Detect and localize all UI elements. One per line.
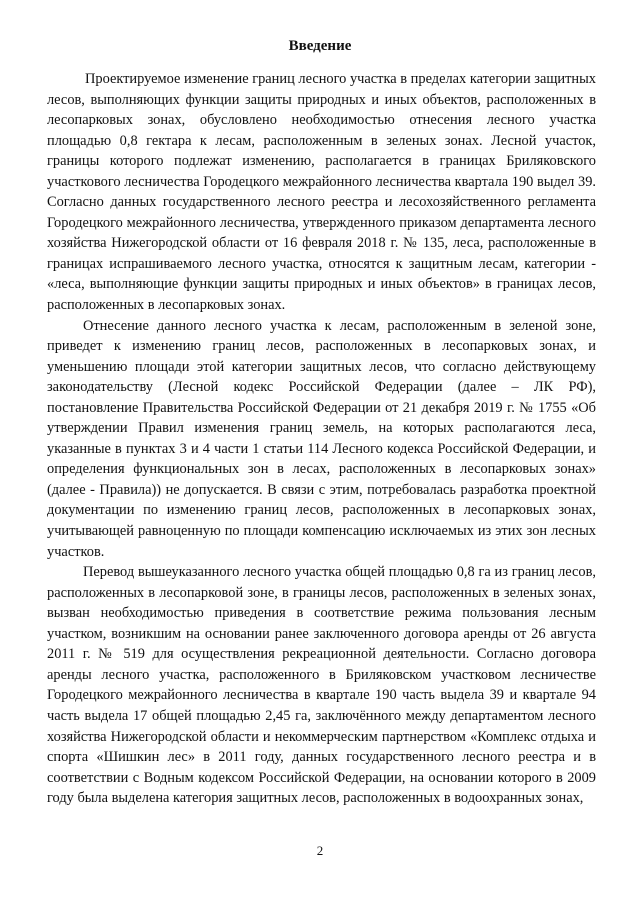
paragraph-3: Перевод вышеуказанного лесного участка общей площадью 0,8 га из границ лесов, расположенных в лесопарковой зоне, в границы лесов, расположенных в зеленых зонах, вызван необходимостью приведения в соответствие режима пользования лесным участком, возникшим на основании ранее заключенного договора аренды от 26 августа 2011 г. № 519 для осуществления рекреационной деятельности. Согласно договора аренды лесного участка, расположенного в Бриляковском участковом лесничестве Городецкого межрайонного лесничества в квартале 190 часть выдела 39 и квартале 94 часть выдела 17 общей площадью 2,45 га, заключённого между департаментом лесного хозяйства Нижегородской области и некоммерческим партнерством «Комплекс отдыха и спорта «Шишкин лес» в 2011 году, данных государственного лесного реестра и в соответствии с Водным кодексом Российской Федерации, на основании которого в 2009 году была выделена категория защитных лесов, расположенных в водоохранных зонах,: [47, 564, 596, 807]
paragraph-2: Отнесение данного лесного участка к лесам, расположенным в зеленой зоне, приведет к изменению границ лесов, расположенных в лесопарковых зонах, и уменьшению площади этой категории защитных лесов, что согласно действующему законодательству (Лесной кодекс Российской Федерации (далее – ЛК РФ), постановление Правительства Российской Федерации от 21 декабря 2019 г. № 1755 «Об утверждении Правил изменения границ земель, на которых располагаются леса, указанные в пунктах 3 и 4 части 1 статьи 114 Лесного кодекса Российской Федерации, и определения функциональных зон в лесах, расположенных в лесопарковых зонах» (далее - Правила)) не допускается. В связи с этим, потребовалась разработка проектной документации по изменению границ лесов, расположенных в лесопарковых зонах, учитывающей равноценную по площади компенсацию исключаемых из этих зон лесных участков.: [47, 317, 596, 560]
paragraph-1: Проектируемое изменение границ лесного участка в пределах категории защитных лесов, выполняющих функции защиты природных и иных объектов, расположенных в лесопарковых зонах, обусловлено необходимостью отнесения лесного участка площадью 0,8 гектара к лесам, расположенным в зеленых зонах. Лесной участок, границы которого подлежат изменению, располагается в границах Бриляковского участкового лесничества Городецкого межрайонного лесничества квартала 190 выдел 39. Согласно данных государственного лесного реестра и лесохозяйственного регламента Городецкого межрайонного лесничества, утвержденного приказом департамента лесного хозяйства Нижегородской области от 16 февраля 2018 г. № 135, леса, расположенные в границах испрашиваемого лесного участка, относятся к защитным лесам, категории - «леса, выполняющие функции защиты природных и иных объектов» в границах лесов, расположенных в лесопарковых зонах.: [47, 71, 596, 314]
body-text: [47, 69, 596, 809]
section-heading: Введение: [288, 38, 352, 54]
page-number: 2: [316, 843, 324, 858]
